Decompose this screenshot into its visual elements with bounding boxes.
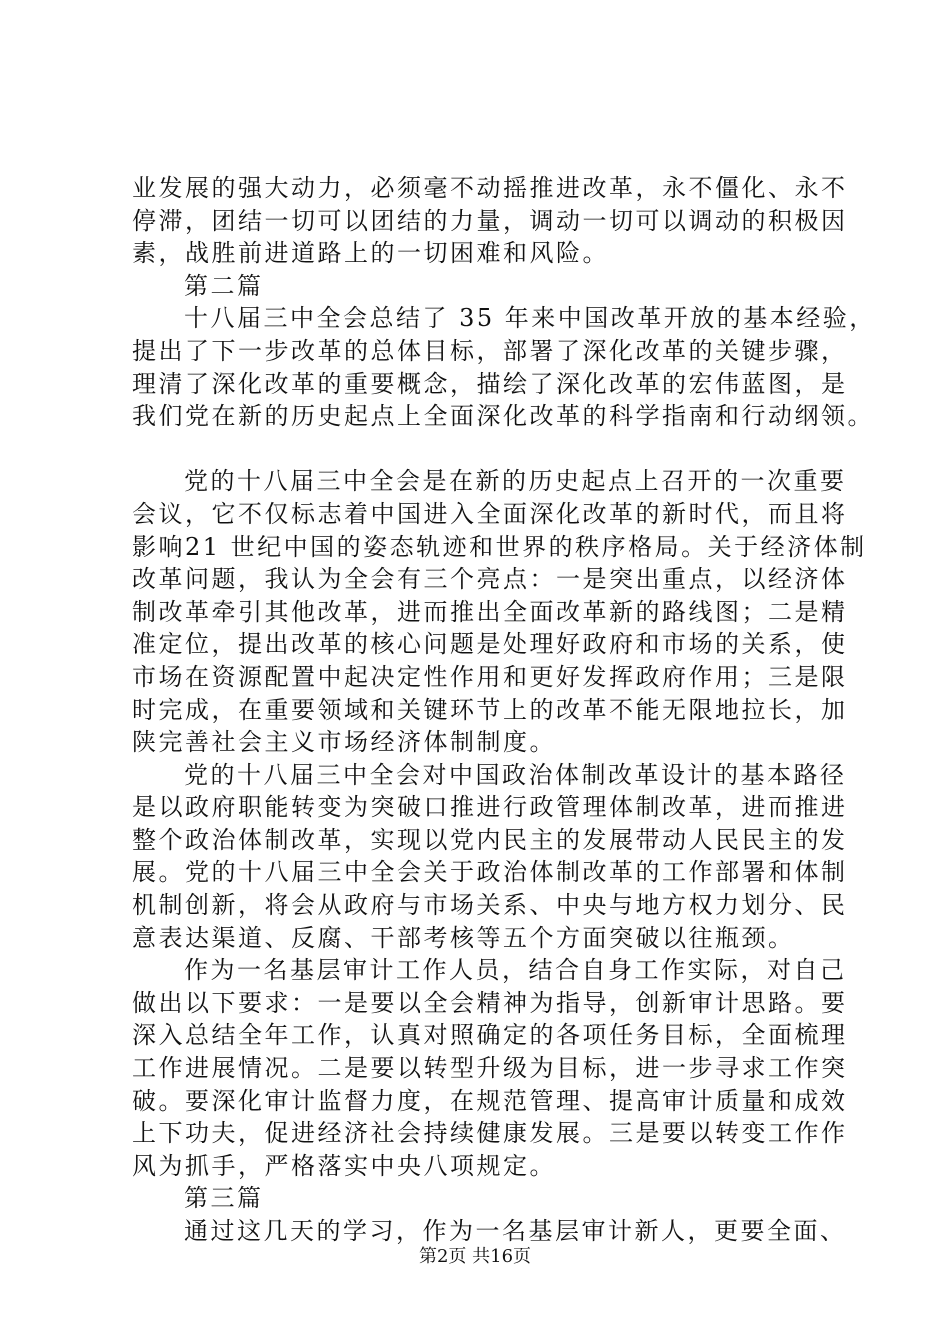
text-line: 整个政治体制改革，实现以党内民主的发展带动人民民主的发 xyxy=(132,825,848,854)
section-heading xyxy=(132,270,832,303)
paragraph-gap xyxy=(132,433,832,466)
text-line: 会议，它不仅标志着中国进入全面深化改革的新时代，而且将 xyxy=(132,499,848,528)
text-line: 党的十八届三中全会是在新的历史起点上召开的一次重要 xyxy=(184,467,847,496)
text-line: 工作进展情况。二是要以转型升级为目标，进一步寻求工作突 xyxy=(132,1054,848,1083)
text-line: 市场在资源配置中起决定性作用和更好发挥政府作用；三是限 xyxy=(132,662,848,691)
text-line: 影响21 世纪中国的姿态轨迹和世界的秩序格局。关于经济体制 xyxy=(132,532,867,561)
text-line: 机制创新，将会从政府与市场关系、中央与地方权力划分、民 xyxy=(132,891,848,920)
text-line: 业发展的强大动力，必须毫不动摇推进改革，永不僵化、永不 xyxy=(132,174,848,202)
text-line: 改革问题，我认为全会有三个亮点：一是突出重点，以经济体 xyxy=(132,565,848,594)
text-line: 准定位，提出改革的核心问题是处理好政府和市场的关系，使 xyxy=(132,630,848,659)
text-line: 作为一名基层审计工作人员，结合自身工作实际，对自己 xyxy=(184,956,847,985)
text-line: 破。要深化审计监督力度，在规范管理、提高审计质量和成效 xyxy=(132,1086,848,1115)
text-line: 风为抓手，严格落实中央八项规定。 xyxy=(132,1151,556,1180)
text-line: 停滞，团结一切可以团结的力量，调动一切可以调动的积极因 xyxy=(132,206,848,235)
paragraph xyxy=(132,172,848,270)
text-line: 是以政府职能转变为突破口推进行政管理体制改革，进而推进 xyxy=(132,793,848,822)
paragraph xyxy=(132,302,876,432)
paragraph xyxy=(132,465,867,758)
paragraph xyxy=(132,759,848,955)
text-line: 深入总结全年工作，认真对照确定的各项任务目标，全面梳理 xyxy=(132,1021,848,1050)
text-line: 十八届三中全会总结了 35 年来中国改革开放的基本经验， xyxy=(184,304,876,333)
text-line: 时完成，在重要领域和关键环节上的改革不能无限地拉长，加 xyxy=(132,695,848,724)
text-line: 意表达渠道、反腐、干部考核等五个方面突破以往瓶颈。 xyxy=(132,923,795,952)
page-footer: 第2页 共16页 xyxy=(418,1246,532,1267)
text-line: 我们党在新的历史起点上全面深化改革的科学指南和行动纲领。 xyxy=(132,402,874,431)
text-line: 党的十八届三中全会对中国政治体制改革设计的基本路径 xyxy=(184,760,847,789)
section-heading xyxy=(132,1182,832,1215)
text-line: 通过这几天的学习，作为一名基层审计新人，更要全面、 xyxy=(184,1217,847,1245)
text-line: 素，战胜前进道路上的一切困难和风险。 xyxy=(132,239,609,268)
text-line: 第三篇 xyxy=(184,1184,264,1213)
paragraph xyxy=(132,954,848,1182)
text-line: 第二篇 xyxy=(184,271,264,300)
text-line: 制改革牵引其他改革，进而推出全面改革新的路线图；二是精 xyxy=(132,597,848,626)
text-line: 提出了下一步改革的总体目标，部署了深化改革的关键步骤， xyxy=(132,336,848,365)
text-line: 陕完善社会主义市场经济体制制度。 xyxy=(132,728,556,757)
text-line: 展。党的十八届三中全会关于政治体制改革的工作部署和体制 xyxy=(132,858,848,887)
text-line: 上下功夫，促进经济社会持续健康发展。三是要以转变工作作 xyxy=(132,1119,848,1148)
text-line: 做出以下要求：一是要以全会精神为指导，创新审计思路。要 xyxy=(132,988,848,1017)
document-body xyxy=(132,172,876,1248)
text-line: 理清了深化改革的重要概念，描绘了深化改革的宏伟蓝图，是 xyxy=(132,369,848,398)
